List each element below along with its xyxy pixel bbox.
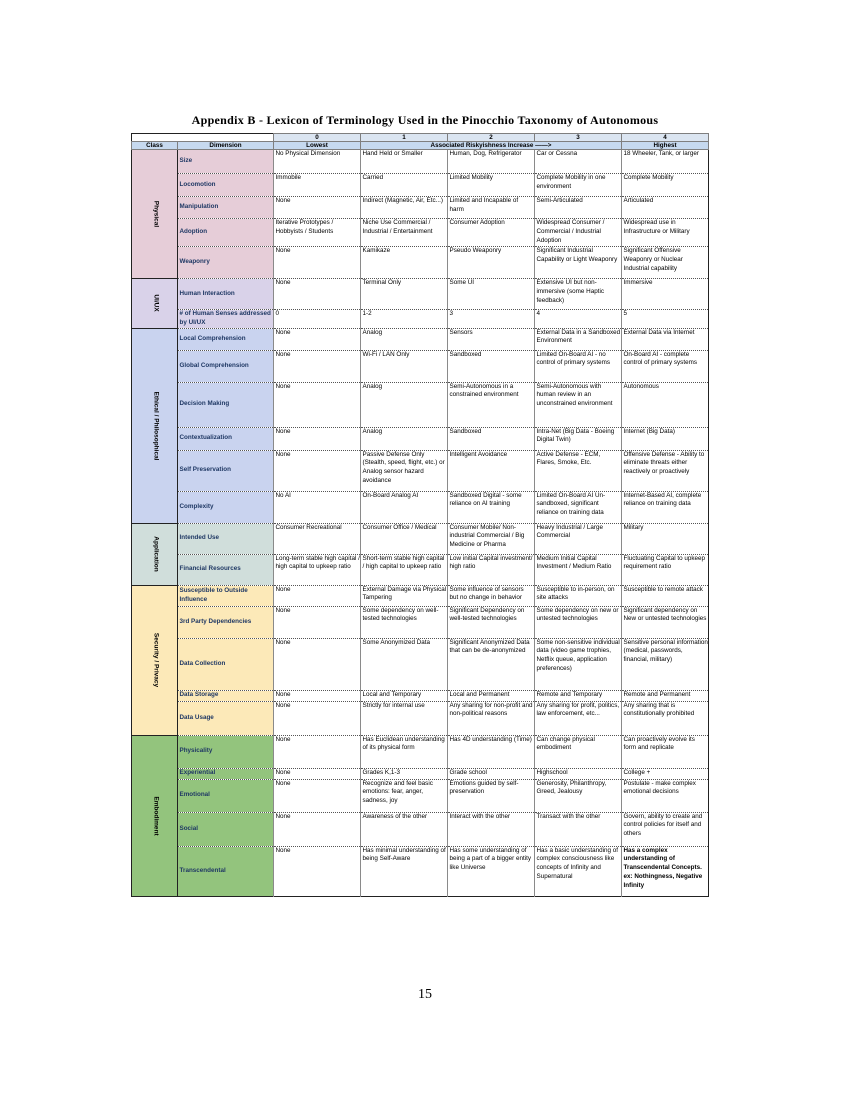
- level-1-cell: 1-2: [361, 310, 448, 329]
- lexicon-row: [132, 768, 709, 779]
- dimension-cell: Global Comprehension: [178, 350, 274, 382]
- level-4-cell: Significant dependency on New or untested technologies: [622, 606, 709, 638]
- level-4-cell: Remote and Permanent: [622, 690, 709, 701]
- lexicon-row: [132, 247, 709, 279]
- level-2-cell: Local and Permanent: [448, 690, 535, 701]
- level-3-header: 3: [535, 134, 622, 142]
- lexicon-row: [132, 219, 709, 247]
- level-1-cell: Analog: [361, 328, 448, 350]
- page-title: Appendix B - Lexicon of Terminology Used in the Pinocchio Taxonomy of Autonomous: [191, 113, 659, 127]
- class-header: Class: [132, 142, 178, 150]
- level-1-cell: On-Board Analog AI: [361, 491, 448, 523]
- dimension-cell: Manipulation: [178, 197, 274, 219]
- level-3-cell: Any sharing for profit, politics, law enforcement, etc...: [535, 701, 622, 735]
- level-1-cell: Some dependency on well-tested technologies: [361, 606, 448, 638]
- lexicon-row: [132, 450, 709, 491]
- dimension-cell: Weaponry: [178, 247, 274, 279]
- lexicon-row: [132, 585, 709, 606]
- level-2-cell: Has some understanding of being a part of a bigger entity like Universe: [448, 846, 535, 896]
- level-1-cell: Has minimal understanding of being Self-Aware: [361, 846, 448, 896]
- level-4-cell: Sensitive personal information (medical, passwords, financial, military): [622, 638, 709, 690]
- level-0-cell: None: [274, 328, 361, 350]
- level-0-cell: None: [274, 279, 361, 310]
- level-3-cell: Can change physical embodiment: [535, 735, 622, 768]
- class-label: Application: [151, 536, 159, 572]
- level-1-cell: Hand Held or Smaller: [361, 150, 448, 174]
- lexicon-row: [132, 427, 709, 450]
- class-label: Security / Privacy: [151, 632, 159, 688]
- level-1-cell: Terminal Only: [361, 279, 448, 310]
- level-4-cell: Immersive: [622, 279, 709, 310]
- level-3-cell: Widespread Consumer / Commercial / Industrial Adoption: [535, 219, 622, 247]
- level-0-cell: None: [274, 768, 361, 779]
- level-4-cell: 18 Wheeler, Tank, or larger: [622, 150, 709, 174]
- level-4-cell: Govern, ability to create and control policies for itself and others: [622, 812, 709, 846]
- level-2-cell: Significant Anonymized Data that can be de-anonymized: [448, 638, 535, 690]
- level-3-cell: Active Defense - ECM, Flares, Smoke, Etc.: [535, 450, 622, 491]
- level-3-cell: Highschool: [535, 768, 622, 779]
- level-0-cell: None: [274, 690, 361, 701]
- level-0-cell: None: [274, 701, 361, 735]
- level-3-cell: Semi-Autonomous with human review in an unconstrained environment: [535, 382, 622, 427]
- level-2-cell: Some influence of sensors but no change in behavior: [448, 585, 535, 606]
- level-2-cell: Emotions guided by self-preservation: [448, 779, 535, 812]
- header-corner: [132, 134, 274, 142]
- dimension-cell: Experiential: [178, 768, 274, 779]
- dimension-header: Dimension: [178, 142, 274, 150]
- level-0-cell: None: [274, 585, 361, 606]
- level-0-cell: None: [274, 247, 361, 279]
- level-1-cell: Grades K,1-3: [361, 768, 448, 779]
- dimension-cell: Financial Resources: [178, 554, 274, 585]
- dimension-cell: Physicality: [178, 735, 274, 768]
- level-2-cell: Low initial Capital investment/ high ratio: [448, 554, 535, 585]
- level-0-cell: None: [274, 779, 361, 812]
- level-1-cell: Niche Use Commercial / Industrial / Entertainment: [361, 219, 448, 247]
- increase-header: Associated Riskyishness Increase ——>: [361, 142, 622, 150]
- dimension-cell: Emotional: [178, 779, 274, 812]
- level-0-cell: None: [274, 350, 361, 382]
- level-1-cell: Passive Defense Only (Stealth, speed, flight, etc.) or Analog sensor hazard avoidance: [361, 450, 448, 491]
- dimension-cell: Intended Use: [178, 523, 274, 554]
- level-4-cell: Offensive Defense - Ability to eliminate threats either reactively or proactively: [622, 450, 709, 491]
- level-0-cell: None: [274, 427, 361, 450]
- dimension-cell: Local Comprehension: [178, 328, 274, 350]
- level-3-cell: Medium Initial Capital Investment / Medium Ratio: [535, 554, 622, 585]
- level-3-cell: Limited On-Board AI Un-sandboxed, significant reliance on training data: [535, 491, 622, 523]
- level-0-cell: None: [274, 382, 361, 427]
- level-0-cell: Iterative Prototypes / Hobbyists / Students: [274, 219, 361, 247]
- lexicon-row: [132, 606, 709, 638]
- level-0-cell: None: [274, 812, 361, 846]
- level-2-cell: Has 4D understanding (Time): [448, 735, 535, 768]
- dimension-cell: Transcendental: [178, 846, 274, 896]
- level-3-cell: Significant Industrial Capability or Light Weaponry: [535, 247, 622, 279]
- level-2-cell: Significant Dependency on well-tested technologies: [448, 606, 535, 638]
- level-4-cell: Autonomous: [622, 382, 709, 427]
- level-2-cell: Human, Dog, Refrigerator: [448, 150, 535, 174]
- level-4-cell: Significant Offensive Weaponry or Nuclear Industrial capability: [622, 247, 709, 279]
- lexicon-body: [132, 150, 709, 897]
- level-1-cell: Has Euclidean understanding of its physical form: [361, 735, 448, 768]
- level-0-cell: Long-term stable high capital / high capital to upkeep ratio: [274, 554, 361, 585]
- class-cell: [132, 735, 178, 896]
- lexicon-row: [132, 382, 709, 427]
- lexicon-row: [132, 846, 709, 896]
- level-1-cell: Awareness of the other: [361, 812, 448, 846]
- lexicon-row: [132, 310, 709, 329]
- level-1-cell: Analog: [361, 382, 448, 427]
- level-0-cell: No AI: [274, 491, 361, 523]
- class-cell: [132, 279, 178, 329]
- level-1-cell: External Damage via Physical Tampering: [361, 585, 448, 606]
- level-0-cell: None: [274, 197, 361, 219]
- class-label: Physical: [151, 200, 159, 228]
- lexicon-row: [132, 638, 709, 690]
- level-4-cell: Articulated: [622, 197, 709, 219]
- level-2-cell: Pseudo Weaponry: [448, 247, 535, 279]
- level-3-cell: Some non-sensitive individual data (video game trophies, Netflix queue, application preferences): [535, 638, 622, 690]
- dimension-cell: Adoption: [178, 219, 274, 247]
- lexicon-row: [132, 701, 709, 735]
- lexicon-row: [132, 523, 709, 554]
- level-4-cell: 5: [622, 310, 709, 329]
- lexicon-row: [132, 350, 709, 382]
- level-3-cell: Limited On-Board AI - no control of primary systems: [535, 350, 622, 382]
- level-3-cell: Has a basic understanding of complex consciousness like concepts of Infinity and Supernatural: [535, 846, 622, 896]
- level-0-cell: None: [274, 735, 361, 768]
- dimension-cell: Social: [178, 812, 274, 846]
- lexicon-row: [132, 491, 709, 523]
- level-3-cell: Generosity, Philanthropy, Greed, Jealousy: [535, 779, 622, 812]
- level-2-cell: Interact with the other: [448, 812, 535, 846]
- level-0-header: 0: [274, 134, 361, 142]
- dimension-cell: 3rd Party Dependencies: [178, 606, 274, 638]
- level-4-cell: Fluctuating Capital to upkeep requirement ratio: [622, 554, 709, 585]
- level-4-cell: Internet (Big Data): [622, 427, 709, 450]
- level-4-cell: Internet-Based AI, complete reliance on training data: [622, 491, 709, 523]
- class-cell: [132, 328, 178, 523]
- level-3-cell: Transact with the other: [535, 812, 622, 846]
- class-label: UI/UX: [151, 294, 159, 312]
- class-label: Ethical / Philosophical: [151, 391, 159, 461]
- level-2-cell: 3: [448, 310, 535, 329]
- level-1-cell: Short-term stable high capital / high capital to upkeep ratio: [361, 554, 448, 585]
- class-cell: [132, 585, 178, 735]
- dimension-cell: Human Interaction: [178, 279, 274, 310]
- level-4-cell: Susceptible to remote attack: [622, 585, 709, 606]
- level-3-cell: Semi-Articulated: [535, 197, 622, 219]
- level-4-cell: Postulate - make complex emotional decisions: [622, 779, 709, 812]
- level-4-cell: External Data via Internet: [622, 328, 709, 350]
- lexicon-row: [132, 328, 709, 350]
- level-4-cell: Can proactively evolve its form and replicate: [622, 735, 709, 768]
- level-2-cell: Consumer Adoption: [448, 219, 535, 247]
- lexicon-table: [131, 133, 709, 897]
- level-2-cell: Limited Mobility: [448, 174, 535, 197]
- level-1-cell: Wi-Fi / LAN Only: [361, 350, 448, 382]
- level-3-cell: Heavy Industrial / Large Commercial: [535, 523, 622, 554]
- level-4-cell: On-Board AI - complete control of primary systems: [622, 350, 709, 382]
- scale-row: [132, 134, 709, 142]
- level-0-cell: Consumer Recreational: [274, 523, 361, 554]
- dimension-cell: Data Usage: [178, 701, 274, 735]
- level-2-cell: Some UI: [448, 279, 535, 310]
- level-1-cell: Kamikaze: [361, 247, 448, 279]
- level-3-cell: Intra-Net (Big Data - Boeing Digital Twin): [535, 427, 622, 450]
- level-1-header: 1: [361, 134, 448, 142]
- level-2-cell: Any sharing for non-profit and non-political reasons: [448, 701, 535, 735]
- page-number: 15: [418, 987, 432, 1002]
- level-0-cell: None: [274, 606, 361, 638]
- level-2-cell: Grade school: [448, 768, 535, 779]
- level-1-cell: Consumer Office / Medical: [361, 523, 448, 554]
- dimension-cell: Decision Making: [178, 382, 274, 427]
- level-2-cell: Intelligent Avoidance: [448, 450, 535, 491]
- level-2-header: 2: [448, 134, 535, 142]
- level-0-cell: 0: [274, 310, 361, 329]
- dimension-cell: Complexity: [178, 491, 274, 523]
- level-4-cell: Any sharing that is constitutionally prohibited: [622, 701, 709, 735]
- level-1-cell: Carried: [361, 174, 448, 197]
- label-row: [132, 142, 709, 150]
- level-0-cell: Immobile: [274, 174, 361, 197]
- level-3-cell: Susceptible to in-person, on site attacks: [535, 585, 622, 606]
- level-1-cell: Analog: [361, 427, 448, 450]
- level-2-cell: Consumer Mobile/ Non-industrial Commercial / Big Medicine or Pharma: [448, 523, 535, 554]
- level-2-cell: Sandboxed Digital - some reliance on AI training: [448, 491, 535, 523]
- lexicon-row: [132, 779, 709, 812]
- level-4-cell: Complete Mobility: [622, 174, 709, 197]
- class-label: Embodiment: [151, 795, 159, 836]
- level-2-cell: Sandboxed: [448, 427, 535, 450]
- level-0-cell: None: [274, 450, 361, 491]
- class-cell: [132, 523, 178, 585]
- dimension-cell: Data Collection: [178, 638, 274, 690]
- level-3-cell: Some dependency on new or untested technologies: [535, 606, 622, 638]
- dimension-cell: Data Storage: [178, 690, 274, 701]
- lexicon-row: [132, 690, 709, 701]
- lexicon-row: [132, 197, 709, 219]
- level-1-cell: Indirect (Magnetic, Air, Etc...): [361, 197, 448, 219]
- level-2-cell: Limited and Incapable of harm: [448, 197, 535, 219]
- dimension-cell: Locomotion: [178, 174, 274, 197]
- level-0-cell: None: [274, 638, 361, 690]
- level-3-cell: Complete Mobility in one environment: [535, 174, 622, 197]
- lexicon-row: [132, 174, 709, 197]
- dimension-cell: Self Preservation: [178, 450, 274, 491]
- level-1-cell: Some Anonymized Data: [361, 638, 448, 690]
- dimension-cell: Contextualization: [178, 427, 274, 450]
- lexicon-row: [132, 150, 709, 174]
- level-1-cell: Local and Temporary: [361, 690, 448, 701]
- level-3-cell: Extensive UI but non-immersive (some Haptic feedback): [535, 279, 622, 310]
- level-4-cell: College +: [622, 768, 709, 779]
- level-4-cell: Has a complex understanding of Transcendental Concepts. ex: Nothingness, Negative Infinity: [622, 846, 709, 896]
- level-3-cell: External Data in a Sandboxed Environment: [535, 328, 622, 350]
- level-2-cell: Sandboxed: [448, 350, 535, 382]
- level-0-cell: None: [274, 846, 361, 896]
- level-3-cell: 4: [535, 310, 622, 329]
- lexicon-row: [132, 279, 709, 310]
- lowest-header: Lowest: [274, 142, 361, 150]
- level-4-cell: Widespread use in Infrastructure or Military: [622, 219, 709, 247]
- level-3-cell: Remote and Temporary: [535, 690, 622, 701]
- lexicon-row: [132, 735, 709, 768]
- class-cell: [132, 150, 178, 279]
- level-0-cell: No Physical Dimension: [274, 150, 361, 174]
- dimension-cell: # of Human Senses addressed by UI/UX: [178, 310, 274, 329]
- level-2-cell: Sensors: [448, 328, 535, 350]
- lexicon-row: [132, 812, 709, 846]
- level-1-cell: Strictly for internal use: [361, 701, 448, 735]
- level-4-cell: Military: [622, 523, 709, 554]
- highest-header: Highest: [622, 142, 709, 150]
- level-1-cell: Recognize and feel basic emotions: fear, anger, sadness, joy: [361, 779, 448, 812]
- level-4-header: 4: [622, 134, 709, 142]
- level-2-cell: Semi-Autonomous in a constrained environment: [448, 382, 535, 427]
- lexicon-row: [132, 554, 709, 585]
- dimension-cell: Susceptible to Outside Influence: [178, 585, 274, 606]
- level-3-cell: Car or Cessna: [535, 150, 622, 174]
- dimension-cell: Size: [178, 150, 274, 174]
